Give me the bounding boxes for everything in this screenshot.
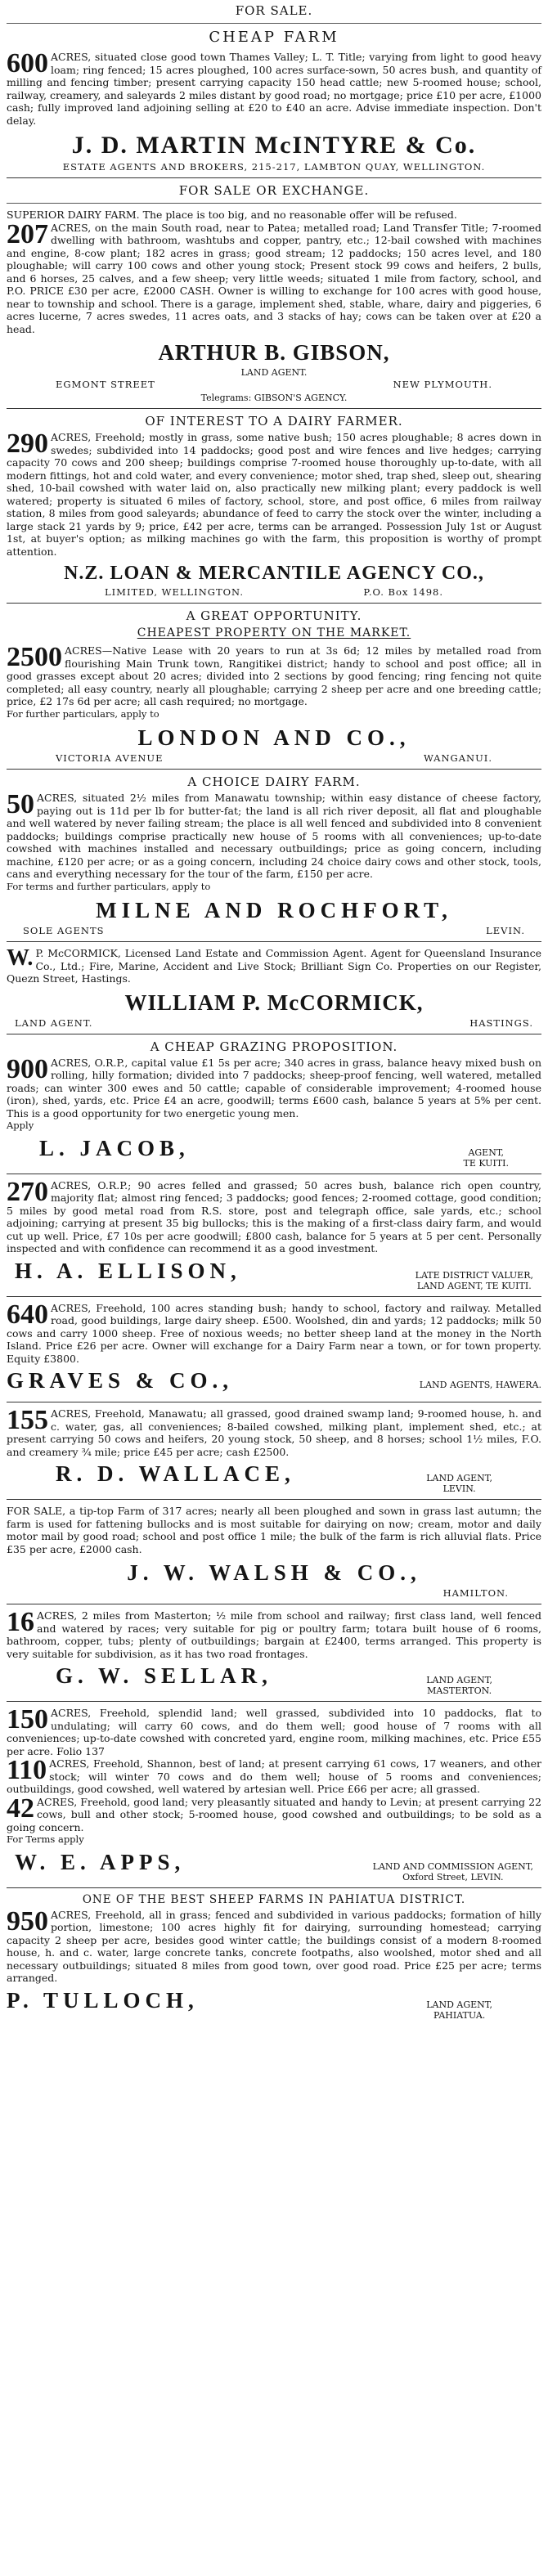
agent-town: WANGANUI.: [423, 752, 492, 764]
ad-body: [7, 644, 541, 708]
ad-text: ACRES, Freehold, 100 acres standing bush; handy to school, factory and railway. Metalled road, good buildings, large dairy sheep. £500. Woolshed, din and yards; 12 paddocks; milk 50 cows and carry 1000 sheep. Free of noxious weeds; no better sheep land at the money in the North Island. Price £26 per acre. Owner will exchange for a Dairy Farm near a town, or for town property. Equity £3800.: [7, 1301, 541, 1365]
acreage-lead: 42: [7, 1793, 34, 1824]
divider: [7, 1887, 541, 1888]
agent-name: N.Z. LOAN & MERCANTILE AGENCY CO.,: [64, 563, 484, 584]
ad-text: ACRES, Freehold; mostly in grass, some native bush; 150 acres ploughable; 8 acres down in swedes; subdivided into 14 paddocks; good post and wire fences and live hedges; carrying capacity 70 cows and 200 sheep; buildings comprise 7-roomed house thoroughly up-to-date, with all modern fittings, hot and cold water, and every convenience; motor shed, trap shed, sleep out, shearing shed, 10-bail cowshed with water laid on, also practically new milking plant; every paddock is well watered; property is situated 6 miles of factory, school, store, and post office, 6 miles from railway station, 8 miles from good saleyards; abundance of feed to carry the stock over the winter, including a large stack 21 yards by 9; price, £42 per acre, terms can be arranged. Possession July 1st or August 1st, at buyer's option; as milking machines go with the farm, this proposition is worthy of prompt attention.: [7, 431, 541, 558]
agent-block: [464, 1147, 509, 1169]
agent-address: [7, 1587, 541, 1599]
agent-address: [7, 586, 541, 598]
agent-name: G. W. SELLAR,: [56, 1663, 272, 1688]
agent-block: [426, 1999, 492, 2021]
ad-body: [7, 218, 541, 336]
ad-sellar: [7, 1609, 541, 1696]
ad-heading: OF INTEREST TO A DAIRY FARMER.: [145, 414, 403, 429]
acreage-lead: 207: [7, 218, 48, 249]
agent-row: [7, 1255, 541, 1291]
ad-opportunity: [7, 608, 541, 764]
ad-body: [7, 1053, 541, 1120]
agent-title: LAND AGENT,: [426, 1999, 492, 2010]
agent-address: [7, 161, 541, 173]
agent-name: LONDON AND CO.,: [137, 725, 411, 750]
ad-heading: A CHEAP GRAZING PROPOSITION.: [150, 1039, 398, 1054]
agent-title: AGENT,: [468, 1147, 505, 1158]
agent-name: J. W. WALSH & CO.,: [127, 1560, 421, 1585]
ad-text: ACRES, Freehold, splendid land; well grassed, subdivided into 10 paddocks, flat to undulating; will carry 60 cows, and do them well; good house of 7 rooms with all conveniences; up-to-date cowshed with concreted yard, engine room, milking machines, etc. Price £55 per acre. Folio 137: [7, 1707, 541, 1757]
divider: [7, 177, 541, 178]
agent-address: [7, 1017, 541, 1029]
agent-line: LAND AND COMMISSION AGENT,: [372, 1860, 533, 1872]
agent-address: [7, 379, 541, 390]
agent-row: [7, 1133, 541, 1169]
agent-town: LEVIN.: [486, 925, 525, 936]
ad-further: For further particulars, apply to: [7, 707, 159, 720]
agent-address: [7, 752, 541, 764]
ad-walsh: [7, 1505, 541, 1599]
agent-name: MILNE AND ROCHFORT,: [96, 898, 452, 922]
agent-block: [426, 1473, 492, 1494]
agent-block: [426, 1675, 492, 1696]
agent-street: VICTORIA AVENUE: [56, 752, 164, 764]
ad-body: [7, 48, 541, 127]
divider: [7, 1499, 541, 1500]
acreage-lead: 50: [7, 789, 34, 819]
ad-body: [7, 1905, 541, 1985]
ad-body-2: [7, 1757, 541, 1796]
ad-body: [7, 1407, 541, 1458]
acreage-lead: 16: [7, 1607, 34, 1637]
agent-town: LEVIN.: [442, 1483, 476, 1494]
acreage-lead: 290: [7, 429, 48, 459]
ad-cheap-farm: [7, 29, 541, 173]
agent-title: LAND AGENT,: [426, 1473, 492, 1483]
ad-heading: CHEAP FARM: [209, 29, 339, 46]
ad-text: ACRES—Native Lease with 20 years to run at 3s 6d; 12 miles by metalled road from flourishing Main Trunk town, Rangitikei district; handy to school and post office; all in good grasses except about 20 acres; divided into 2 sections by good fencing; ring fencing not quite completed; all easy country, nearly all ploughable; carrying 2 sheep per acre and one breeding cattle; price, £2 17s 6d per acre; all cash required; no mortgage.: [7, 644, 541, 707]
agent-name: H. A. ELLISON,: [15, 1258, 241, 1283]
ad-text: ACRES, O.R.P.; 90 acres felled and grassed; 50 acres bush, balance rich open country, majority flat; almost ring fenced; 3 paddocks; good fences; 2-roomed cottage, good condition; 5 miles by good metal road from R.S. store, post and telegraph office, sale yards, etc.; school adjoining; carrying at present 35 big bullocks; this is the making of a first-class dairy farm, and would cut up well. Price, £7 10s per acre goodwill; £800 cash, balance for 5 years at 5 per cent. Personally inspected and with confidence can recommend it as a good investment.: [7, 1178, 541, 1254]
ad-ellison: [7, 1176, 541, 1291]
agent-name: WILLIAM P. McCORMICK,: [124, 990, 424, 1015]
ad-body: [7, 431, 541, 558]
agent-row: [7, 1847, 541, 1883]
ad-text: ACRES, Freehold, Manawatu; all grassed, good drained swamp land; 9-roomed house, h. and c. water, gas, all conveniences; 8-bailed cowshed, milking plant, implement shed, etc.; at present carrying 50 cows and heifers, 20 young stock, 50 sheep, and 8 horses; school 1½ miles, F.O. and creamery ¾ mile; price £45 per acre; cash £2500.: [7, 1407, 541, 1458]
ad-further: For Terms apply: [7, 1833, 84, 1845]
ad-dairy-interest: [7, 414, 541, 598]
agent-town: HASTINGS.: [469, 1016, 533, 1029]
agent-name: ARTHUR B. GIBSON,: [158, 340, 390, 365]
agent-address-text: ESTATE AGENTS AND BROKERS, 215-217, LAMBTON QUAY, WELLINGTON.: [62, 161, 486, 173]
divider: [7, 941, 541, 942]
agent-street: EGMONT STREET: [56, 379, 155, 390]
agent-row: [7, 1458, 541, 1494]
agent-name: L. JACOB,: [39, 1135, 190, 1160]
agent-title: LAND AGENT.: [15, 1016, 93, 1029]
agent-title: LAND AGENT.: [240, 367, 308, 378]
ad-body: [7, 947, 541, 985]
acreage-lead: 155: [7, 1405, 48, 1435]
acreage-lead: 270: [7, 1176, 48, 1207]
agent-row: [7, 1660, 541, 1696]
agent-line: LIMITED, WELLINGTON.: [105, 586, 245, 598]
agent-name: R. D. WALLACE,: [56, 1461, 295, 1486]
ad-text: ACRES, 2 miles from Masterton; ½ mile from school and railway; first class land, well fenced and watered by races; very suitable for pig or poultry farm; totara built house of 6 rooms, bathroom, copper, tubs; plenty of outbuildings; bargain at £2400, terms arranged. This property is very suitable for subdivision, as it has two road frontages.: [7, 1609, 541, 1660]
agent-sole: SOLE AGENTS: [23, 925, 105, 936]
ad-text: ACRES, situated close good town Thames Valley; L. T. Title; varying from light to good heavy loam; ring fenced; 15 acres ploughed, 100 acres surface-sown, 50 acres bush, and quantity of milling and fencing timber; present carrying capacity 150 head cattle; new 5-roomed house; school, railway, creamery, and saleyards 2 miles distant by good road; no mortgage; price £10 per acre, £1000 cash; fully improved land adjoining selling at £20 to £40 an acre. Advise immediate inspection. Don't delay.: [7, 51, 541, 127]
agent-town: TE KUITI.: [463, 1157, 509, 1169]
ad-text: ACRES, O.R.P., capital value £1 5s per acre; 340 acres in grass, balance heavy mixed bush on rolling, hilly formation; divided into 7 paddocks; sheep-proof fencing, well watered, metalled roads; can winter 300 ewes and 50 cattle; capable of considerable improvement; 4-roomed house (iron), shed, yards, etc. Price £4 an acre, goodwill; terms £600 cash, balance 5 years at 5% per cent. This is a good opportunity for two energetic young men.: [7, 1056, 541, 1120]
ad-body-1: [7, 1704, 541, 1757]
agent-block: [373, 1861, 533, 1883]
ad-body-3: [7, 1793, 541, 1834]
ad-tulloch: [7, 1893, 541, 2021]
ad-grazing: [7, 1039, 541, 1169]
ad-wallace: [7, 1407, 541, 1494]
agent-sub: LAND AGENT, TE KUITI.: [416, 1280, 532, 1291]
acreage-lead: 110: [7, 1755, 47, 1785]
agent-town: NEW PLYMOUTH.: [393, 379, 492, 390]
agent-town: HAMILTON.: [442, 1587, 509, 1599]
ad-text: P. McCORMICK, Licensed Land Estate and Commission Agent. Agent for Queensland Insurance Co., Ltd.; Fire, Marine, Accident and Live Stock; Brilliant Sign Co. Properties on our Register, Quezn Street, Hastings.: [7, 947, 541, 985]
agent-block: [415, 1270, 533, 1291]
ad-subheading: CHEAPEST PROPERTY ON THE MARKET.: [137, 626, 411, 640]
divider: [7, 203, 541, 204]
ad-heading: ONE OF THE BEST SHEEP FARMS IN PAHIATUA DISTRICT.: [82, 1892, 466, 1906]
ad-body: [7, 1609, 541, 1660]
ad-heading: A GREAT OPPORTUNITY.: [186, 608, 362, 623]
initial-lead: W.: [7, 945, 34, 971]
agent-box: P.O. Box 1498.: [363, 586, 443, 598]
agent-line: LAND AGENTS, HAWERA.: [419, 1380, 541, 1390]
agent-row: [7, 1365, 541, 1397]
agent-name: GRAVES & CO.,: [7, 1368, 234, 1393]
agent-town: PAHIATUA.: [433, 2009, 486, 2021]
ad-apply: Apply: [7, 1120, 34, 1131]
ad-graves: [7, 1299, 541, 1398]
divider: [7, 23, 541, 24]
divider: [7, 603, 541, 604]
ad-text: ACRES, Freehold, all in grass; fenced and subdivided in various paddocks; formation of hilly portion, limestone; 100 acres highly fit for dairying, surrounding homestead; carrying capacity 2 sheep per acre, besides good winter cattle; the buildings consist of a modern 8-roomed house, h. and c. water, large concrete tanks, concrete footpaths, also woolshed, motor shed and all necessary outbuildings; situated 8 miles from good town, over good road. Price £25 per acre; terms arranged.: [7, 1908, 541, 1984]
agent-telegrams: Telegrams: GIBSON'S AGENCY.: [200, 393, 348, 403]
agent-town: MASTERTON.: [427, 1685, 492, 1696]
ad-intro: SUPERIOR DAIRY FARM. The place is too big, and no reasonable offer will be refused.: [7, 209, 457, 221]
agent-name: P. TULLOCH,: [7, 1987, 199, 2013]
agent-row: [7, 1985, 541, 2021]
ad-text: ACRES, on the main South road, near to Patea; metalled road; Land Transfer Title; 7-roomed dwelling with bathroom, washtubs and copper, pantry, etc.; 12-bail cowshed with machines and engine, 8-cow plant; 182 acres in grass; good stream; 12 paddocks; 150 acres level, and 180 ploughable; will carry 100 cows and other young stock; Present stock 99 cows and heifers, 2 bulls, and 6 horses, 25 calves, and a few sheep; very little weeds; situated 1 mile from factory, school, and P.O. PRICE £30 per acre, £2000 CASH. Owner is willing to exchange for 100 acres with good house, near to township and school. There is a garage, implement shed, stable, whare, dairy and piggeries, 6 acres lucerne, 7 acres swedes, 11 acres oats, and 3 stacks of hay; cows can be taken over at £20 a head.: [7, 221, 541, 335]
ad-heading: FOR SALE OR EXCHANGE.: [178, 183, 370, 198]
agent-name: W. E. APPS,: [15, 1849, 186, 1874]
ad-sale-exchange: [7, 183, 541, 403]
acreage-lead: 150: [7, 1704, 48, 1735]
ad-body: [7, 1176, 541, 1255]
agent-address: [7, 925, 541, 936]
agent-title: LAND AGENT,: [426, 1675, 492, 1685]
ad-body: [7, 789, 541, 881]
divider: [7, 1701, 541, 1702]
divider: [7, 408, 541, 409]
ad-apps: [7, 1704, 541, 1883]
agent-title: LATE DISTRICT VALUER,: [415, 1269, 533, 1281]
ad-text: ACRES, Freehold, good land; very pleasantly situated and handy to Levin; at present carrying 22 cows, bull and other stock; 5-roomed house, good cowshed and outbuildings; to be sold as a going concern.: [7, 1795, 541, 1833]
ad-text: ACRES, Freehold, Shannon, best of land; at present carrying 61 cows, 17 weaners, and other stock; will winter 70 cows and do them well; house of 5 rooms and conveniences; outbuildings, good cowshed, well watered by artesian well. Price £66 per acre; all grassed.: [7, 1757, 541, 1795]
acreage-lead: 950: [7, 1905, 48, 1936]
agent-name: J. D. MARTIN McINTYRE & Co.: [71, 132, 477, 159]
ad-text: ACRES, situated 2½ miles from Manawatu township; within easy distance of cheese factory, paying out is 11d per lb for butter-fat; the land is all rich river deposit, all flat and ploughable and well watered by never failing stream; the place is all well fenced and subdivided into 8 convenient paddocks; buildings comprise practically new house of 5 rooms with all conveniences; up-to-date cowshed with machines installed and necessary outbuildings; price as going concern, including machine, £120 per acre; or as a going concern, including 24 choice dairy cows and other stock, tools, cans and everything necessary for the tour of the farm, £150 per acre.: [7, 792, 541, 880]
ad-body: [7, 1299, 541, 1366]
agent-street: Oxford Street, LEVIN.: [402, 1871, 504, 1883]
for-sale-heading: FOR SALE.: [235, 3, 313, 18]
acreage-lead: 640: [7, 1299, 48, 1330]
acreage-lead: 600: [7, 48, 48, 79]
acreage-lead: 900: [7, 1053, 48, 1084]
ad-body: FOR SALE, a tip-top Farm of 317 acres; nearly all been ploughed and sown in grass last autumn; the farm is used for fattening bullocks and is most suitable for dairying on now; cream, motor and daily motor mail by good road; school and post office 1 mile; the bulk of the farm is rich alluvial flats. Price £35 per acre, £2000 cash.: [7, 1505, 541, 1555]
ad-further: For terms and further particulars, apply to: [7, 880, 211, 892]
classified-page: [7, 0, 541, 2021]
ad-choice-dairy: [7, 774, 541, 936]
acreage-lead: 2500: [7, 642, 62, 672]
divider: [7, 1296, 541, 1297]
ad-mccormick: [7, 947, 541, 1029]
divider: [7, 769, 541, 770]
ad-heading: A CHOICE DAIRY FARM.: [187, 774, 361, 789]
